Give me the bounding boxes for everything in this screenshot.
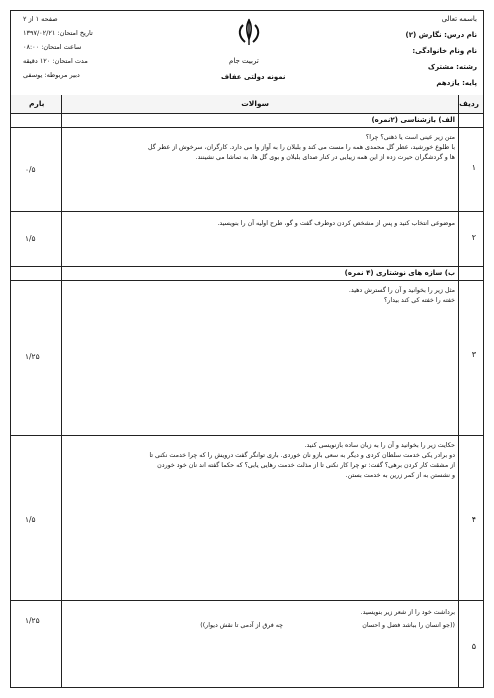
header-bismillah: باسمه تعالی — [441, 15, 477, 23]
question-text — [95, 441, 455, 481]
question-line: از مشقت کار کردن برهی؟ گفت: تو چرا کار نکنی تا از مذلت خدمت رهایی یابی؟ که حکما گفته اند نان خود خوردن — [157, 462, 455, 469]
header-duration: مدت امتحان: ۱۲۰ دقیقه — [23, 57, 88, 65]
header-org: تربیت جام — [229, 57, 259, 65]
question-text — [95, 286, 455, 306]
exam-sheet — [10, 10, 484, 688]
question-score: ۱/۲۵ — [25, 352, 40, 361]
question-row — [11, 435, 483, 601]
question-row — [11, 211, 483, 267]
question-line: خفته را خفته کی کند بیدار؟ — [383, 297, 455, 304]
question-number: ۲ — [471, 233, 476, 242]
exam-header — [11, 11, 483, 96]
question-number: ۱ — [471, 163, 476, 172]
question-score: ۱/۵ — [25, 515, 36, 524]
column-row: ردیف — [459, 99, 479, 108]
header-course: نام درس: نگارش (۲) — [405, 31, 477, 39]
header-teacher: دبیر مربوطه: یوسفی — [23, 71, 80, 79]
question-text — [95, 219, 455, 229]
section-row — [11, 113, 483, 128]
question-number: ۴ — [471, 515, 476, 524]
question-text — [95, 608, 455, 618]
question-line: حکایت زیر را بخوانید و آن را به زبان ساده بازنویسی کنید. — [304, 442, 455, 449]
question-number: ۵ — [471, 642, 476, 651]
question-score: ۰/۵ — [25, 165, 36, 174]
question-line: و نشستن به از کمر زرین به خدمت بستن. — [345, 472, 455, 479]
question-row — [11, 280, 483, 436]
section-row — [11, 266, 483, 281]
question-row — [11, 127, 483, 212]
question-line: موضوعی انتخاب کنید و پس از مشخص کردن دوطرف گفت و گو، طرح اولیه آن را بنویسید. — [217, 220, 455, 227]
question-text — [95, 133, 455, 163]
question-row — [11, 600, 483, 688]
header-time: ساعت امتحان: ۰۸:۰۰ — [23, 43, 82, 51]
question-line: ها و گردشگران حیرت زده از این همه زیبایی در کنار صدای بلبلان و بوی گل ها، به تماشا می نشینند. — [195, 154, 455, 161]
section-title: ب) سازه های نوشتاری (۴ نمره) — [344, 269, 455, 277]
question-line: مثل زیر را بخوانید و آن را گسترش دهید. — [348, 287, 455, 294]
question-line: دو برادر یکی خدمت سلطان کردی و دیگر به سعی بازو نان خوردی. باری توانگر گفت درویش را که چرا خدمت نکنی تا — [149, 452, 455, 459]
question-line: با طلوع خورشید، عطر گل محمدی همه را مست می کند و بلبلان را به آواز وا می دارد. کارگران، سرخوش از عطر گل — [148, 144, 455, 151]
iran-emblem-icon — [235, 17, 263, 47]
column-questions: سوالات — [241, 99, 269, 108]
header-school: نمونه دولتی عفاف — [221, 73, 286, 81]
question-score: ۱/۵ — [25, 234, 36, 243]
header-field: رشته: مشترک — [427, 63, 477, 71]
poem-hemistich-left: چه فرق از آدمی تا نقش دیوار)) — [200, 622, 283, 629]
poem-hemistich-right: ((جو انسان را بباشد فضل و احسان — [362, 622, 455, 629]
header-grade: پایه: یازدهم — [436, 79, 477, 87]
question-score: ۱/۲۵ — [25, 616, 40, 625]
question-line: برداشت خود را از شعر زیر بنویسید. — [360, 609, 455, 616]
header-page: صفحه ۱ از ۲ — [23, 15, 58, 23]
section-title: الف) بازشناسی (۲نمره) — [371, 116, 455, 124]
header-student-name: نام ونام خانوادگی: — [412, 47, 477, 55]
column-score: بارم — [29, 99, 45, 108]
header-date: تاریخ امتحان: ۱۳۹۷/۰۲/۲۱ — [23, 29, 93, 37]
question-line: متن زیر عینی است یا ذهنی؟ چرا؟ — [365, 134, 455, 141]
column-header-row — [11, 95, 483, 114]
question-number: ۳ — [471, 350, 476, 359]
